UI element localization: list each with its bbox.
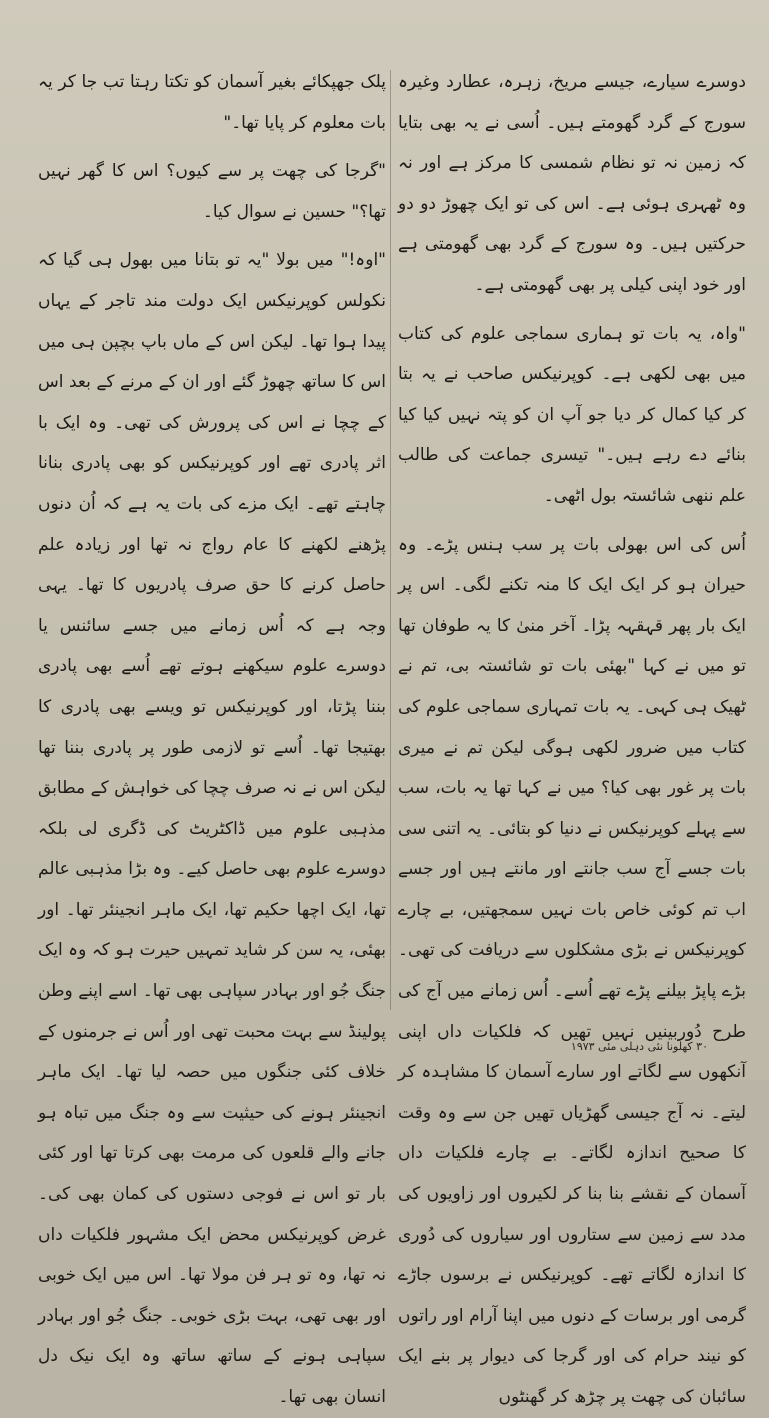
paragraph: "واہ، یہ بات تو ہماری سماجی علوم کی کتاب میں بھی لکھی ہے۔ کوپرنیکس صاحب نے یہ بتا کر کیا کمال کر دیا جو آپ ان کو پتہ نہیں کیا کیا بنائے دے رہے ہیں۔" تیسری جماعت کی طالب علم ننھی شائستہ بول اٹھی۔	[398, 323, 746, 506]
left-text-column	[38, 62, 386, 1407]
paragraph: اُس کی اس بھولی بات پر سب ہنس پڑے۔ وہ حیران ہو کر ایک ایک کا منہ تکنے لگی۔ اس پر ایک بار پھر قہقہہ پڑا۔ آخر منیٰ کا یہ طوفان تھا تو میں نے کہا "بھئی بات تو شائستہ بی، تم نے ٹھیک ہی کہی۔ یہ بات تمہاری سماجی علوم کی کتاب میں ضرور لکھی ہوگی لیکن تم نے میری بات پر غور بھی کیا؟ میں نے کہا تھا یہ بات، سب سے پہلے کوپرنیکس نے دنیا کو بتائی۔ یہ اتنی سی بات جسے آج سب جانتے اور مانتے ہیں اور جسے اب تم کوئی خاص بات نہیں سمجھتیں، بے چارے کوپرنیکس نے بڑی مشکلوں سے دریافت کی تھی۔ بڑے پاپڑ بیلنے پڑے تھے اُسے۔ اُس زمانے میں آج کی طرح دُوربینیں نہیں تھیں کہ فلکیات داں اپنی آنکھوں سے لگاتے اور سارے آسمان کا مشاہدہ کر لیتے۔ نہ آج جیسی گھڑیاں تھیں جن سے وہ وقت کا صحیح اندازہ لگاتے۔ بے چارے فلکیات داں آسمان کے نقشے بنا بنا کر لکیروں اور زاویوں کی مدد سے زمین سے ستاروں اور سیاروں کی دُوری کا اندازہ لگاتے تھے۔ کوپرنیکس نے برسوں جاڑے گرمی اور برسات کے دنوں میں اپنا آرام اور راتوں کو نیند حرام کی اور گرجا کی دیوار پر بنے ایک سائبان کی چھت پر چڑھ کر گھنٹوں	[398, 534, 746, 1407]
paragraph: "اوہ!" میں بولا "یہ تو بتانا میں بھول ہی گیا کہ نکولس کوپرنیکس ایک دولت مند تاجر کے یہاں پیدا ہوا تھا۔ لیکن اس کے ماں باپ بچپن ہی میں اس کا ساتھ چھوڑ گئے اور ان کے مرنے کے بعد اس کے چچا نے اس کی پرورش کی تھی۔ وہ ایک با اثر پادری تھے اور کوپرنیکس کو بھی پادری بنانا چاہتے تھے۔ ایک مزے کی بات یہ ہے کہ اُن دنوں پڑھنے لکھنے کا عام رواج نہ تھا اور زیادہ علم حاصل کرنے کا حق صرف پادریوں کا تھا۔ یہی وجہ ہے کہ اُس زمانے میں جسے سائنس یا دوسرے علوم سیکھنے ہوتے تھے اُسے بھی پادری بننا پڑتا، اور کوپرنیکس تو ویسے بھی پادری کا بھتیجا تھا۔ اُسے تو لازمی طور پر پادری بننا تھا لیکن اس نے نہ صرف چچا کی خواہش کے مطابق مذہبی علوم میں ڈاکٹریٹ کی ڈگری لی بلکہ دوسرے علوم بھی حاصل کیے۔ وہ بڑا مذہبی عالم تھا، ایک اچھا حکیم تھا، ایک ماہر انجینئر تھا۔ اور بھئی، یہ سن کر شاید تمہیں حیرت ہو کہ وہ ایک جنگ جُو اور بہادر سپاہی بھی تھا۔ اسے اپنے وطن پولینڈ سے بہت محبت تھی اور اُس نے جرمنوں کے خلاف کئی جنگوں میں حصہ لیا تھا۔ ایک ماہر انجینئر ہونے کی حیثیت سے وہ جنگ میں تباہ ہو جانے والے قلعوں کی مرمت بھی کرتا تھا اور کئی بار تو اس نے فوجی دستوں کی کمان بھی کی۔ غرض کوپرنیکس محض ایک مشہور فلکیات داں نہ تھا، وہ تو ہر فن مولا تھا۔ اس میں ایک خوبی اور بھی تھی، بہت بڑی خوبی۔ جنگ جُو اور بہادر سپاہی ہونے کے ساتھ ساتھ وہ ایک نیک دل انسان بھی تھا۔	[38, 250, 386, 1407]
paragraph: "گرجا کی چھت پر سے کیوں؟ اس کا گھر نہیں تھا؟" حسین نے سوال کیا۔	[38, 161, 386, 222]
paragraph: دوسرے سیارے، جیسے مریخ، زہرہ، عطارد وغیرہ سورج کے گرد گھومتے ہیں۔ اُسی نے یہ بھی بتایا کہ زمین نہ تو نظام شمسی کا مرکز ہے اور نہ وہ ٹھہری ہوئی ہے۔ اس کی تو ایک چھوڑ دو دو حرکتیں ہیں۔ وہ سورج کے گرد بھی گھومتی ہے اور خود اپنی کیلی پر بھی گھومتی ہے۔	[398, 72, 746, 295]
column-divider	[390, 70, 391, 1010]
page-footer: ۳۰ کھلونا نئی دہلی مئی ۱۹۷۳	[570, 1040, 708, 1053]
paragraph: پلک جھپکائے بغیر آسمان کو تکتا رہتا تب جا کر یہ بات معلوم کر پایا تھا۔"	[38, 72, 386, 133]
